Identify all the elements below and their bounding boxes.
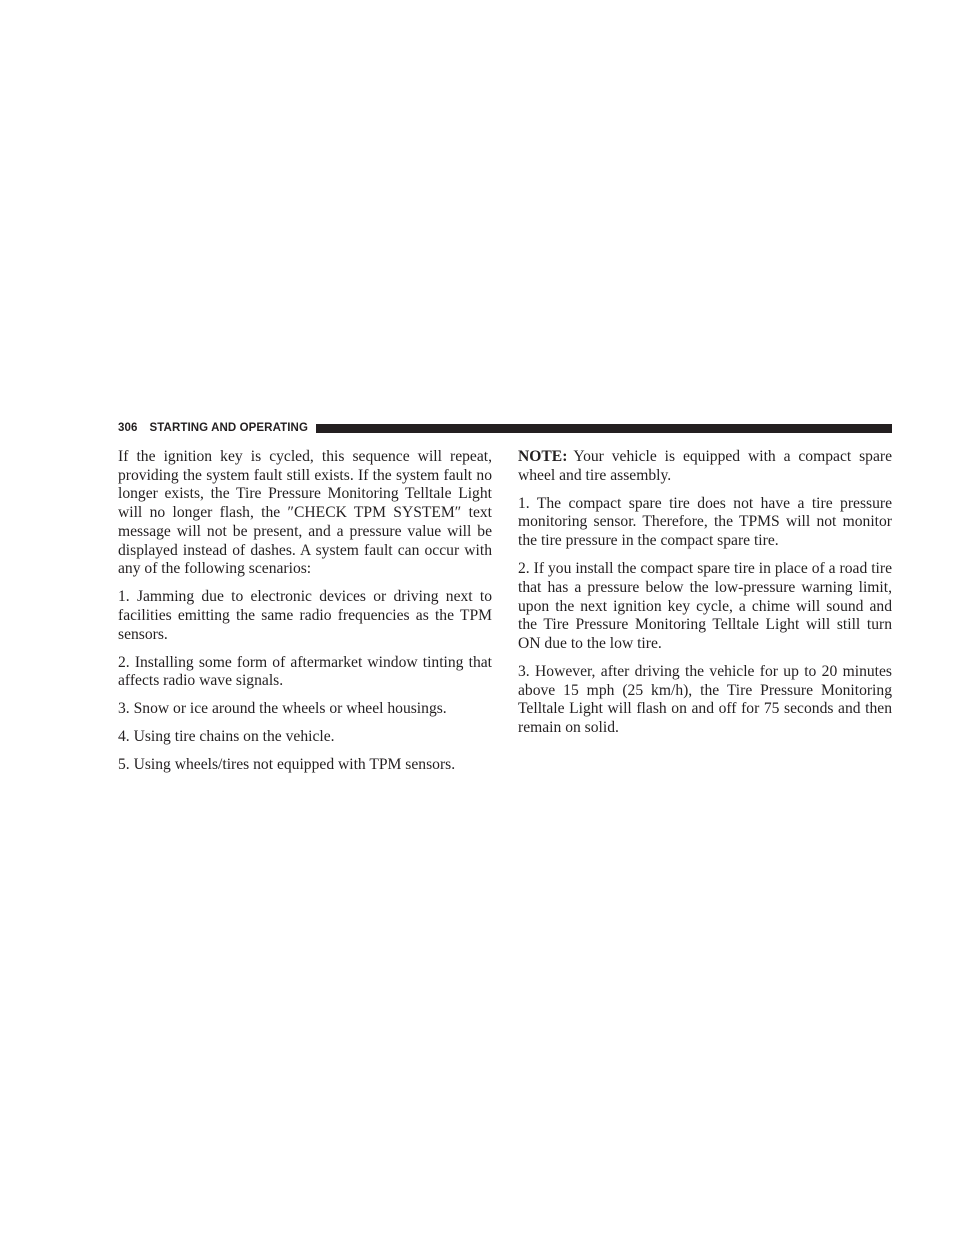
page-number: 306: [118, 422, 138, 434]
scenario-item-1: 1. Jamming due to electronic devices or driving next to facilities emitting the same radio frequencies as the TPM sensors.: [118, 588, 492, 643]
spare-item-3: 3. However, after driving the vehicle for up to 20 minutes above 15 mph (25 km/h), the Tire Pressure Monitoring Telltale Light will flash on and off for 75 seconds and then remain on solid.: [518, 662, 892, 737]
scenario-item-2: 2. Installing some form of aftermarket window tinting that affects radio wave signals.: [118, 653, 492, 690]
section-title: STARTING AND OPERATING: [149, 422, 309, 434]
page-header: [118, 419, 892, 437]
left-column: [118, 448, 492, 784]
spare-item-2: 2. If you install the compact spare tire in place of a road tire that has a pressure below the low-pressure warning limit, upon the next ignition key cycle, a chime will sound and the Tire Pressure Monitoring Telltale Light will still turn ON due to the low tire.: [518, 560, 892, 652]
spare-item-1: 1. The compact spare tire does not have a tire pressure monitoring sensor. Therefore, the TPMS will not monitor the tire pressure in the compact spare tire.: [518, 494, 892, 550]
scenario-item-4: 4. Using tire chains on the vehicle.: [118, 728, 335, 746]
header-rule: [316, 424, 892, 433]
right-column: [518, 448, 892, 747]
note-label: NOTE:: [518, 448, 568, 465]
note-text: Your vehicle is equipped with a compact spare wheel and tire assembly.: [518, 448, 892, 484]
scenario-item-3: 3. Snow or ice around the wheels or wheel housings.: [118, 700, 447, 718]
note-paragraph: [518, 448, 892, 485]
scenario-item-5: 5. Using wheels/tires not equipped with TPM sensors.: [118, 756, 456, 774]
intro-paragraph: If the ignition key is cycled, this sequence will repeat, providing the system fault still exists. If the system fault no longer exists, the Tire Pressure Monitoring Telltale Light will no longer flash, the ″CHECK TPM SYSTEM″ text message will not be present, and a pressure value will be displayed instead of dashes. A system fault can occur with any of the following scenarios:: [118, 448, 492, 578]
